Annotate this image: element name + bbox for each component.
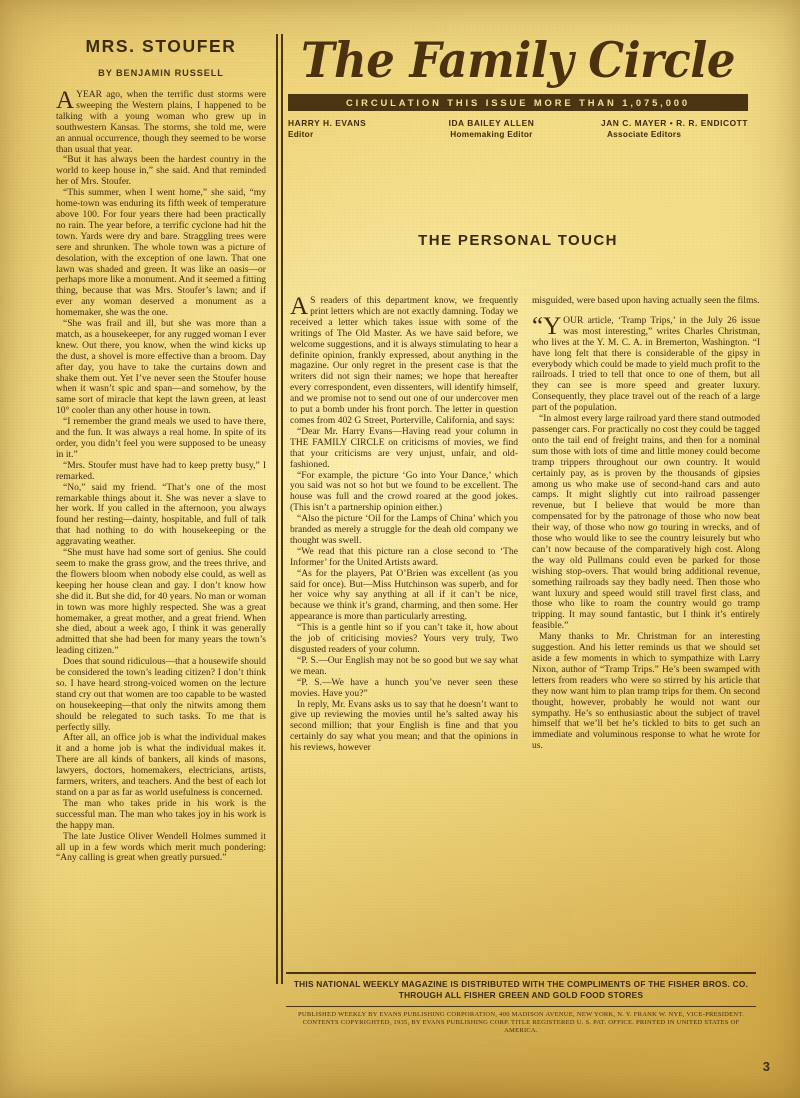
paragraph: The late Justice Oliver Wendell Holmes summed it all up in a few words which merit much pondering: “Any calling is great when greatly pursued.”	[56, 830, 266, 864]
paragraph: After all, an office job is what the individual makes it and a home job is what the individual makes it. There are all kinds of bankers, all kinds of masons, lawyers, doctors, homemakers, electricians, artists, farmers, writers, and teachers. And the best of each lot stand on a par as far as world usefulness is concerned.	[56, 732, 266, 798]
sponsor-line: THIS NATIONAL WEEKLY MAGAZINE IS DISTRIBUTED WITH THE COMPLIMENTS OF THE FISHER BROS. CO. THROUGH ALL FISHER GREEN AND GOLD FOOD STORES	[293, 979, 749, 1000]
department-column-middle	[290, 293, 518, 754]
masthead	[288, 31, 748, 139]
footer	[286, 972, 756, 1036]
footer-divider-mid	[286, 1006, 756, 1007]
department-title: THE PERSONAL TOUCH	[418, 232, 618, 249]
paragraph: “For example, the picture ‘Go into Your Dance,’ which you said was not so hot but we found to be excellent. The house was full and the crowd roared at the good jokes. (This isn’t a partnership opinion either.)	[290, 469, 518, 514]
paragraph: “In almost every large railroad yard there stand outmoded passenger cars. For practically no cost they could be tagged onto the tail end of freight trains, and then for a nominal sum those with lots of time and little money could become tramp trippers throughout our own country. It would certainly pay, as is proven by the thousands of gipsies among us who make use of second-hand cars and auto camps. It might slightly cut into railroad passenger revenue, but I believe that would be more than compensated for by the patronage of those who now beat their way, of those who now go touring in wrecks, and of those who would like to see the country leisurely but who can’t now because of the comparatively high cost. Along the way old Pullmans could even be parked for those wishing stop-overs. That would bring additional revenue, something railroads say they badly need. Then those who want luxury and speed would still travel first class, and those who like to roam the country would go tramp tripping. It may sound fantastic, but I think it’s entirely feasible.”	[532, 413, 760, 632]
paragraph: “P. S.—We have a hunch you’ve never seen these movies. Have you?”	[290, 676, 518, 699]
paragraph: Many thanks to Mr. Christman for an interesting suggestion. And his letter reminds us that we should set aside a few moments in which to sympathize with Larry Nixon, author of “Tramp Trips.” He’s been swamped with letters from readers who were so stirred by his article that they now want him to plan tramp trips for them. On second thought, however, probably he would not want our sympathy. He’s so enthusiastic about the subject of travel himself that we’ll bet he’s tickled to bits to get such an immediate and voluminous response to what he wrote for us.	[532, 631, 760, 752]
column-rule-left-inner	[281, 34, 283, 984]
paragraph: In reply, Mr. Evans asks us to say that he doesn’t want to give up reviewing the movies until he’s salted away his second million; that your English is fine and that you certainly do say what you mean; and that the opinions in his reviews, however	[290, 698, 518, 754]
paragraph: “But it has always been the hardest country in the world to keep house in,” she said. And that reminded her of Mrs. Stoufer.	[56, 154, 266, 188]
paragraph: The man who takes pride in his work is the successful man. The man who takes joy in his work is the happy man.	[56, 797, 266, 831]
footer-divider-top	[286, 972, 756, 974]
paragraph: “YOUR article, ‘Tramp Trips,’ in the July 26 issue was most interesting,” writes Charles Christman, who lives at the Y. M. C. A. in Bremerton, Washington. “I have long felt that there is considerable of the gipsy in everybody which could be made to yield much profit to the railroads. I tried to tell that once to one of them, but all they can see is more speed and greater luxury. Consequently, they place travel out of the reach of a large part of the population.	[532, 312, 760, 414]
paragraph: “I remember the grand meals we used to have there, and the fun. It was always a real home. In spite of its order, you didn’t feel you were supposed to be uneasy in it.”	[56, 416, 266, 460]
paragraph: “This is a gentle hint so if you can’t take it, how about the job of criticising movies? Yours very truly, Two disgusted readers of your column.	[290, 622, 518, 655]
feature-byline: BY BENJAMIN RUSSELL	[98, 68, 224, 78]
magazine-title: The Family Circle	[300, 31, 735, 90]
feature-article	[56, 36, 266, 864]
editors-row	[288, 118, 748, 139]
editor-name: HARRY H. EVANS	[288, 118, 367, 128]
editor-name: JAN C. MAYER • R. R. ENDICOTT	[600, 118, 748, 128]
column-rule-left-outer	[276, 34, 278, 984]
editor-entry-associate	[562, 118, 748, 139]
paragraph: “No,” said my friend. “That’s one of the most remarkable things about it. She was never a slave to her work. If you called in the afternoon, you always found her resting—dainty, hospitable, and full of talk that had nothing to do with housekeeping or the aggravating weather.	[56, 481, 266, 548]
paragraph: Does that sound ridiculous—that a housewife should be considered the town’s leading citizen? I don’t think so. I have heard strong-voiced women on the lecture stand cry out that women are too capable to be wasted on housekeeping—that only the nitwits among them should be relegated to such tasks. To me that is perfectly silly.	[56, 656, 266, 733]
editor-role: Editor	[288, 129, 314, 139]
imprint-text: PUBLISHED WEEKLY BY EVANS PUBLISHING CORPORATION, 400 MADISON AVENUE, NEW YORK, N. Y. FRANK W. NYE, VICE-PRESIDENT. CONTENTS COPYRIGHTED, 1935, BY EVANS PUBLISHING CORP. TITLE REGISTERED U. S. PAT. OFFICE. PRINTED IN UNITED STATES OF AMERICA.	[297, 1011, 745, 1035]
editor-entry-homemaking	[421, 118, 563, 139]
paragraph: “She must have had some sort of genius. She could seem to make the grass grow, and the trees thrive, and the flowers bloom when nobody else could, as well as keeping her house clean and gay. I don’t know how she did it. But she did, for 40 years. No man or woman in town was more highly respected. She was a great homemaker, a great mother, and a great friend. When she died, about a week ago, I think it was generally admitted that she had been for many years the town’s leading citizen.”	[56, 547, 266, 657]
editor-role: Homemaking Editor	[450, 129, 533, 139]
feature-body	[56, 87, 266, 864]
paragraph: misguided, were based upon having actually seen the films.	[532, 295, 760, 306]
paragraph: “We read that this picture ran a close second to ‘The Informer’ for the United Artists award.	[290, 545, 518, 568]
paragraph: “She was frail and ill, but she was more than a match, as a housekeeper, for any rugged woman I ever knew. Out there, you know, when the wind kicks up the dust, a shovel is more effective than a broom. Day after day, you have to take the curtains down and shake them out. Yet I’ve never seen the Stoufer house when it wasn’t spic and span—and somehow, by the same sort of miracle that kept the lawn green, at least 10° cooler than any other house in town.	[56, 318, 266, 417]
page-number: 3	[762, 1059, 770, 1074]
paragraph: AS readers of this department know, we frequently print letters which are not exactly damning. Today we received a letter which takes issue with some of the writings of The Old Master. As we have said before, we welcome suggestions, and it is always stimulating to hear a definite opinion, frankly expressed, about anything in the magazine. Our only regret in the present case is that the writers did not sign their names; we hope that hereafter every correspondent, even dissenters, will identify himself, and we promise not to send out one of our undercover men to put a bomb under his front porch. The letter in question comes from 402 G Street, Porterville, California, and says:	[290, 293, 518, 426]
paragraph: “P. S.—Our English may not be so good but we say what we mean.	[290, 654, 518, 677]
editor-name: IDA BAILEY ALLEN	[448, 118, 535, 128]
department-column-right	[532, 296, 760, 752]
paragraph: AYEAR ago, when the terrific dust storms were sweeping the Western plains, I happened to be talking with a young woman who grew up in southwestern Kansas. The storms, she told me, were an annual occurrence, though they seemed to be worse than usual that year.	[56, 87, 266, 155]
paragraph: “Mrs. Stoufer must have had to keep pretty busy,” I remarked.	[56, 459, 266, 482]
page-title: MRS. STOUFER	[85, 36, 237, 56]
paragraph: “Also the picture ‘Oil for the Lamps of China’ which you branded as merely a struggle for the deah old company we thought was swell.	[290, 513, 518, 546]
editor-role: Associate Editors	[606, 129, 682, 139]
editor-entry-editor	[288, 118, 421, 139]
paragraph: “This summer, when I went home,” she said, “my home-town was enduring its fifth week of temperature above 100. For four years there had been practically no rain. The year before, a terrific cyclone had hit the town. Yards were dry and bare. Straggling trees were sere and shrunken. The whole town was a picture of desolation, with the exception of one lawn. That one lawn was shaded and green. It was like an oasis—or perhaps more like a monument. And it seemed a fitting thing, because that was Mrs. Stoufer’s lawn; and if ever any woman deserved a monument as a homemaker, she was the one.	[56, 187, 266, 319]
paragraph: “As for the players, Pat O’Brien was excellent (as you said for once). But—Miss Hutchinson was superb, and for her voice why say anything at all if it can’t be nice, because we think it’s grand, charming, and then some. Her appearance is more than particularly arresting.	[290, 567, 518, 623]
circulation-banner-text: CIRCULATION THIS ISSUE MORE THAN 1,075,000	[345, 97, 691, 108]
paragraph: “Dear Mr. Harry Evans—Having read your column in THE FAMILY CIRCLE on criticisms of movies, we find that your criticisms are very unjust, unfair, and old-fashioned.	[290, 425, 518, 470]
circulation-banner	[288, 94, 748, 111]
